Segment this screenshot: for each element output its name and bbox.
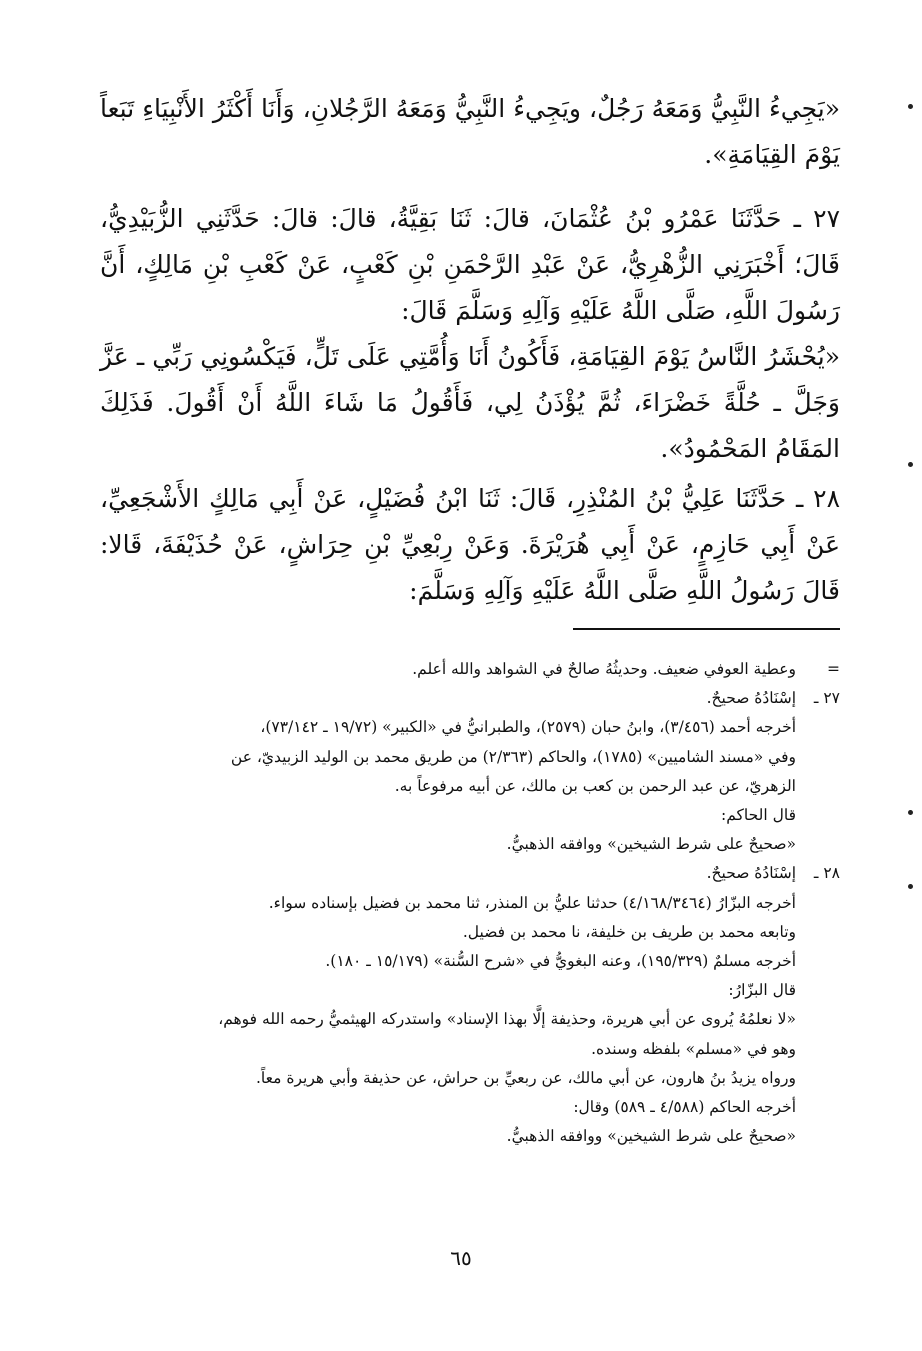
- footnote-text: وفي «مسند الشاميين» (١٧٨٥)، والحاكم (٢/٣٦٣) من طريق محمد بن الوليد الزبيديّ، عن: [230, 747, 796, 766]
- footnote-line: [120, 772, 840, 801]
- footnote-line: [120, 976, 840, 1005]
- hadith-text: «يَجِيءُ النَّبِيُّ وَمَعَهُ رَجُلٌ، ويَجِيءُ النَّبِيُّ وَمَعَهُ الرَّجُلانِ، وَأَنَا أَكْثَرُ الأَنْبِيَاءِ تَبَعاً يَوْمَ القِيَامَةِ».: [100, 94, 840, 169]
- footnote-text: أخرجه مسلمٌ (١٩٥/٣٢٩)، وعنه البغويُّ في «شرح السُّنة» (١٥/١٧٩ ـ ١٨٠).: [325, 952, 796, 971]
- footnote-number: =: [827, 660, 840, 678]
- footnote-text: أخرجه أحمد (٣/٤٥٦)، وابنُ حبان (٢٥٧٩)، والطبرانيُّ في «الكبير» (١٩/٧٢ ـ ٧٣/١٤٢)،: [260, 718, 796, 737]
- margin-dot: [908, 462, 913, 467]
- footnote-text: وتابعه محمد بن طريف بن خليفة، نا محمد بن فضيل.: [462, 922, 796, 941]
- footnote-text: قال الحاكم:: [721, 806, 796, 825]
- footnote-line: [120, 830, 840, 859]
- main-paragraph-28: [100, 476, 840, 614]
- footnote-line: [120, 918, 840, 947]
- footnote-line: [120, 743, 840, 772]
- footnote-line: [120, 889, 840, 918]
- isnad-27: ٢٧ ـ حَدَّثَنَا عَمْرُو بْنُ عُثْمَانَ، قالَ: ثَنَا بَقِيَّةُ، قالَ: قالَ: حَدَّثَنِي الزُّبَيْدِيُّ، قَالَ؛ أَخْبَرَنِي الزُّهْرِيُّ، عَنْ عَبْدِ الرَّحْمَنِ بْنِ كَعْبٍ، عَنْ كَعْبِ بْنِ مَالِكٍ، أَنَّ رَسُولَ اللَّهِ، صَلَّى اللَّهُ عَلَيْهِ وَآلِهِ وَسَلَّمَ قَالَ:: [100, 204, 840, 325]
- footnotes: [120, 655, 840, 1151]
- footnote-text: ورواه يزيدُ بنُ هارون، عن أبي مالك، عن ربعيِّ بن حراش، عن حذيفة وأبي هريرة معاً.: [256, 1068, 796, 1087]
- footnote-line: [120, 684, 840, 713]
- footnote-text: أخرجه الحاكم (٤/٥٨٨ ـ ٥٨٩) وقال:: [573, 1098, 796, 1117]
- footnote-line: [120, 655, 840, 684]
- footnote-line: [120, 1122, 840, 1151]
- footnote-text: وهو في «مسلم» بلفظه وسنده.: [591, 1039, 796, 1058]
- footnote-line: [120, 1093, 840, 1122]
- footnote-line: [120, 1035, 840, 1064]
- hadith-text-27: «يُحْشَرُ النَّاسُ يَوْمَ القِيَامَةِ، فَأَكُونُ أَنَا وَأُمَّتِي عَلَى تَلٍّ، فَيَكْسُونِي رَبِّي ـ عَزَّ وَجَلَّ ـ حُلَّةً خَضْرَاءَ، ثُمَّ يُؤْذَنُ لِي، فَأَقُولُ مَا شَاءَ اللَّهُ أَنْ أَقُولَ. فَذَلِكَ المَقَامُ المَحْمُودُ».: [100, 342, 840, 463]
- footnote-line: [120, 1064, 840, 1093]
- margin-dot: [908, 884, 913, 889]
- footnote-text: وعطية العوفي ضعيف. وحديثُهُ صالحٌ في الشواهد والله أعلم.: [412, 660, 796, 678]
- footnote-text: «لا نعلمُهُ يُروى عن أبي هريرة، وحذيفة إلَّا بهذا الإسناد» واستدركه الهيثميُّ رحمه الله فوهم،: [218, 1010, 796, 1029]
- footnote-text: إسْنَادُهُ صحيحٌ.: [706, 864, 796, 883]
- footnote-line: [120, 713, 840, 742]
- main-paragraph-1: [100, 86, 840, 178]
- margin-dot: [908, 810, 913, 815]
- footnote-text: «صحيحٌ على شرط الشيخين» ووافقه الذهبيُّ.: [506, 1127, 796, 1146]
- footnote-number: ٢٧ ـ: [813, 689, 840, 708]
- isnad-28: ٢٨ ـ حَدَّثَنَا عَلِيُّ بْنُ المُنْذِرِ، قَالَ: ثَنَا ابْنُ فُضَيْلٍ، عَنْ أَبِي مَالِكٍ الأَشْجَعِيِّ، عَنْ أَبِي حَازِمٍ، عَنْ أَبِي هُرَيْرَةَ. وَعَنْ رِبْعِيِّ بْنِ حِرَاشٍ، عَنْ حُذَيْفَةَ، قَالا: قَالَ رَسُولُ اللَّهِ صَلَّى اللَّهُ عَلَيْهِ وَآلِهِ وَسَلَّمَ:: [100, 484, 840, 605]
- footnote-number: ٢٨ ـ: [813, 864, 840, 883]
- footnote-text: «صحيحٌ على شرط الشيخين» ووافقه الذهبيُّ.: [506, 835, 796, 854]
- footnote-line: [120, 801, 840, 830]
- footnote-text: أخرجه البزّارُ (٤/١٦٨/٣٤٦٤) حدثنا عليُّ بن المنذر، ثنا محمد بن فضيل بإسناده سواء.: [268, 893, 796, 912]
- margin-dot: [908, 104, 913, 109]
- page-number: ٦٥: [450, 1246, 472, 1270]
- footnote-text: إسْنَادُهُ صحيحٌ.: [706, 689, 796, 708]
- footnote-separator: [573, 628, 840, 630]
- footnote-text: قال البزّارُ:: [728, 981, 796, 1000]
- footnote-line: [120, 947, 840, 976]
- footnote-line: [120, 1005, 840, 1034]
- footnote-line: [120, 859, 840, 888]
- footnote-text: الزهريّ، عن عبد الرحمن بن كعب بن مالك، عن أبيه مرفوعاً به.: [394, 776, 796, 795]
- main-paragraph-27: [100, 196, 840, 472]
